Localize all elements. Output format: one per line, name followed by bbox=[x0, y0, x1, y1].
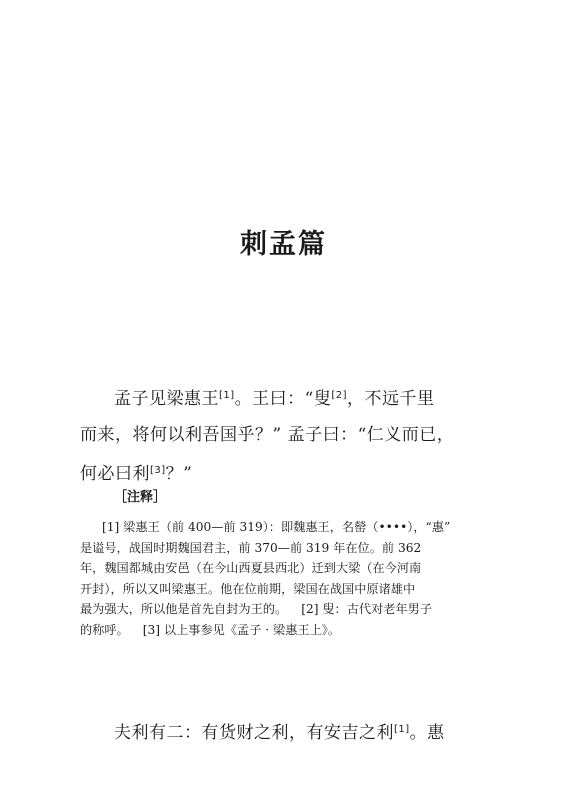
footnote-marker[interactable]: [2] bbox=[331, 390, 348, 401]
text-run: ？” bbox=[165, 464, 193, 484]
note-text: [3] 以上事参见《孟子 · 梁惠王上》。 bbox=[142, 622, 341, 637]
notes-heading: ［注释］ bbox=[114, 490, 167, 505]
footnote-marker[interactable]: [1] bbox=[219, 390, 235, 401]
text-run: 。王曰：“叟 bbox=[234, 389, 332, 409]
text-run: ，不远千里 bbox=[347, 389, 435, 409]
paragraph-1 bbox=[80, 378, 490, 492]
footnote-marker[interactable]: [1] bbox=[394, 724, 410, 735]
note-line: 是谥号，战国时期魏国君主，前 370—前 319 年在位。前 362 bbox=[80, 540, 422, 555]
note-line bbox=[80, 620, 490, 641]
note-text: 最为强大，所以他是首先自封为王的。 bbox=[80, 602, 288, 617]
text-run: 。惠 bbox=[409, 723, 445, 743]
chapter-title: 刺孟篇 bbox=[240, 229, 327, 260]
text-run: 而来，将何以利吾国乎？” 孟子曰：“仁义而已， bbox=[80, 425, 455, 445]
paragraph-line bbox=[80, 378, 490, 417]
paragraph-line bbox=[80, 417, 490, 453]
paragraph-2 bbox=[80, 712, 490, 751]
notes-block bbox=[80, 517, 490, 641]
note-line: 年，魏国都城由安邑（在今山西夏县西北）迁到大梁（在今河南 bbox=[80, 561, 422, 576]
note-text: [2] 叟：古代对老年男子 bbox=[301, 602, 433, 617]
note-line: [1] 梁惠王（前 400—前 319）：即魏惠王，名罃（••••），“惠” bbox=[102, 520, 451, 534]
note-text: 的称呼。 bbox=[80, 622, 129, 637]
note-line bbox=[80, 599, 490, 620]
note-line: 开封），所以又叫梁惠王。他在位前期，梁国在战国中原诸雄中 bbox=[80, 581, 416, 596]
text-run: 何必曰利 bbox=[80, 464, 150, 484]
footnote-marker[interactable]: [3] bbox=[150, 465, 166, 476]
text-run: 夫利有二：有货财之利，有安吉之利 bbox=[114, 723, 394, 743]
text-run: 孟子见梁惠王 bbox=[114, 389, 219, 409]
paragraph-line bbox=[80, 712, 490, 751]
